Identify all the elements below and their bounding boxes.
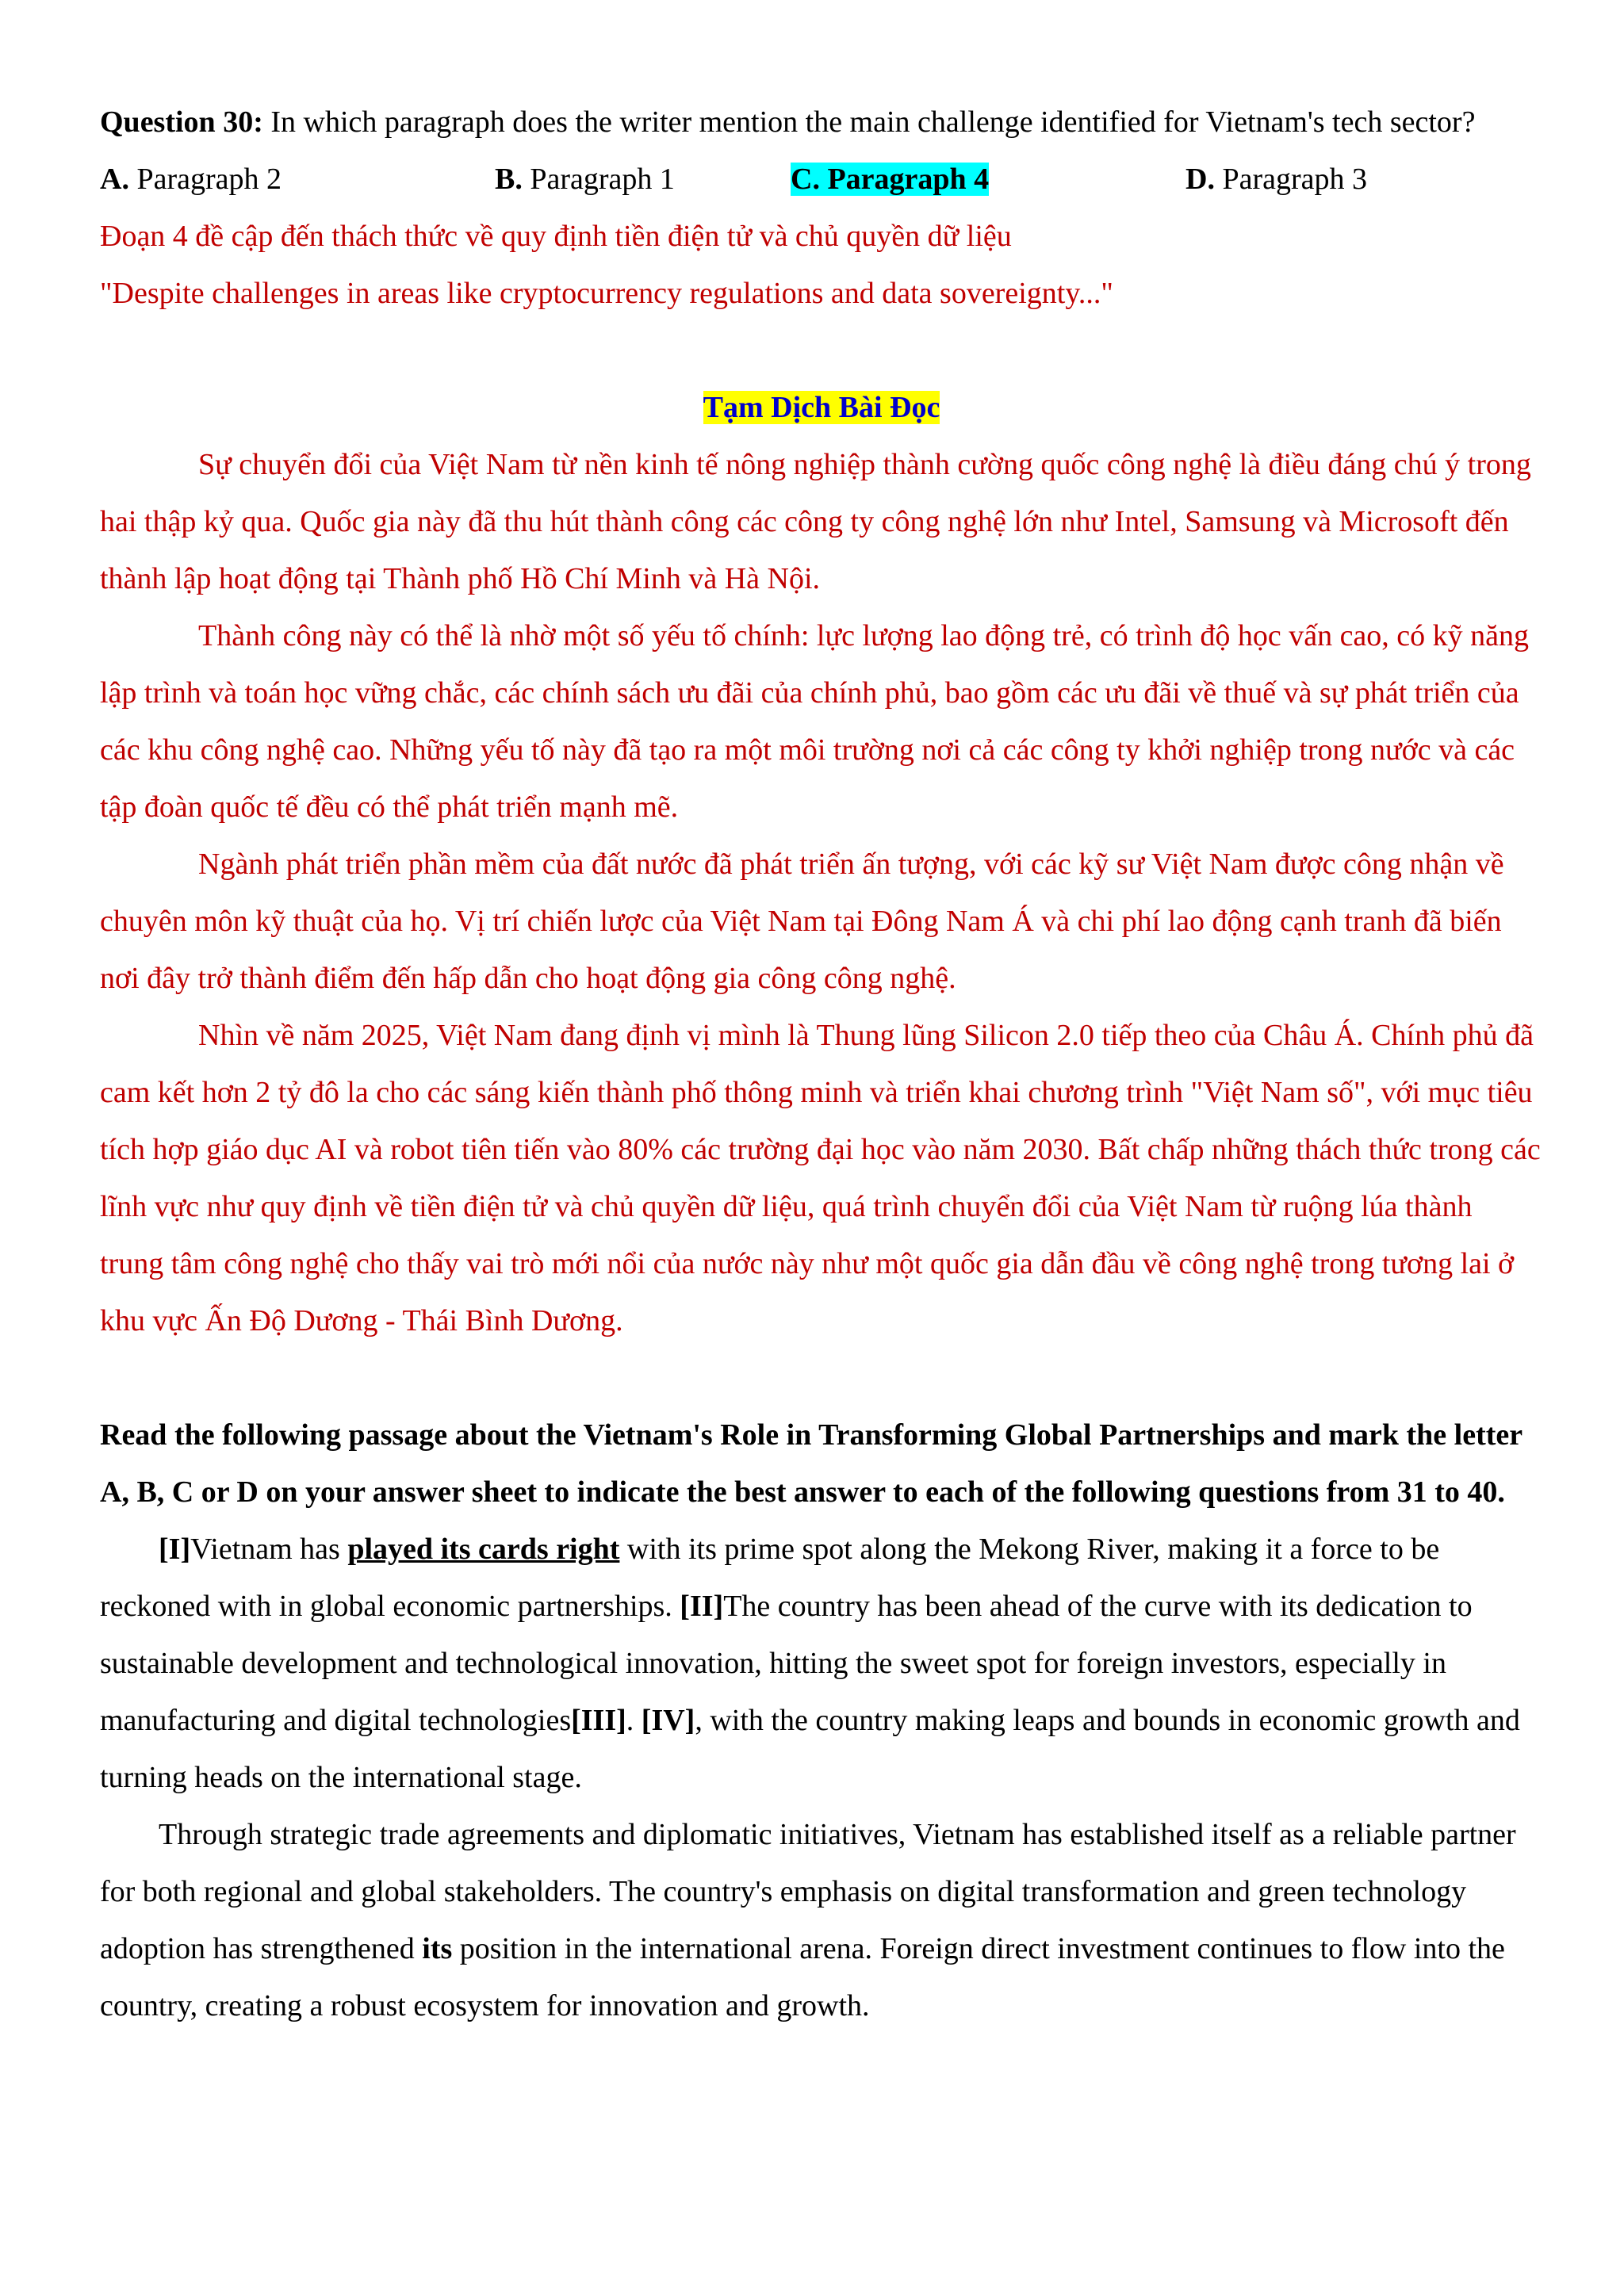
instruction: Read the following passage about the Vietnam's Role in Transforming Global Partnerships and mark the letter A, B, C or D on your answer sheet to indicate the best answer to each of the following questions from 31 to 40. [100,1418,1522,1509]
question-30 [100,94,1543,151]
translation-paragraph: Ngành phát triển phần mềm của đất nước đã phát triển ấn tượng, với các kỹ sư Việt Nam được công nhận về chuyên môn kỹ thuật của họ. Vị trí chiến lược của Việt Nam tại Đông Nam Á và chi phí lao động cạnh tranh đã biến nơi đây trở thành điểm đến hấp dẫn cho hoạt động gia công công nghệ. [100,848,1504,995]
option-b: B. Paragraph 1 [495,163,675,196]
explanation-quote: "Despite challenges in areas like cryptocurrency regulations and data sovereignty..." [100,277,1113,310]
option-c-correct: C. Paragraph 4 [791,163,990,196]
marker-iii: [III] [571,1704,626,1737]
marker-iv: [IV] [641,1704,695,1737]
underlined-phrase: played its cards right [347,1533,620,1566]
translation-paragraph: Nhìn về năm 2025, Việt Nam đang định vị mình là Thung lũng Silicon 2.0 tiếp theo của Châu Á. Chính phủ đã cam kết hơn 2 tỷ đô la cho các sáng kiến thành phố thông minh và triển khai chương trình "Việt Nam số", với mục tiêu tích hợp giáo dục AI và robot tiên tiến vào 80% các trường đại học vào năm 2030. Bất chấp những thách thức trong các lĩnh vực như quy định về tiền điện tử và chủ quyền dữ liệu, quá trình chuyển đổi của Việt Nam từ ruộng lúa thành trung tâm công nghệ cho thấy vai trò mới nổi của nước này như một quốc gia dẫn đầu về công nghệ trong tương lai ở khu vực Ấn Độ Dương - Thái Bình Dương. [100,1019,1541,1337]
translation-paragraph: Sự chuyển đổi của Việt Nam từ nền kinh tế nông nghiệp thành cường quốc công nghệ là điều đáng chú ý trong hai thập kỷ qua. Quốc gia này đã thu hút thành công các công ty công nghệ lớn như Intel, Samsung và Microsoft đến thành lập hoạt động tại Thành phố Hồ Chí Minh và Hà Nội. [100,448,1531,595]
explanation-vi: Đoạn 4 đề cập đến thách thức về quy định tiền điện tử và chủ quyền dữ liệu [100,220,1012,253]
question-label: Question 30: [100,105,263,139]
translation-paragraph: Thành công này có thể là nhờ một số yếu tố chính: lực lượng lao động trẻ, có trình độ học vấn cao, có kỹ năng lập trình và toán học vững chắc, các chính sách ưu đãi của chính phủ, bao gồm các ưu đãi về thuế và sự phát triển của các khu công nghệ cao. Những yếu tố này đã tạo ra một môi trường nơi cả các công ty khởi nghiệp trong nước và các tập đoàn quốc tế đều có thể phát triển mạnh mẽ. [100,619,1530,824]
option-d: D. Paragraph 3 [1185,163,1367,196]
document-page [100,94,1543,2034]
answer-options [100,151,1543,208]
question-text: In which paragraph does the writer mention the main challenge identified for Vietnam's tech sector? [262,105,1476,139]
bold-its: its [422,1932,453,1965]
marker-i: [I] [159,1533,191,1566]
translation-title: Tạm Dịch Bài Đọc [703,391,940,424]
marker-ii: [II] [680,1590,724,1623]
passage-paragraph-1: [I]Vietnam has played its cards right with its prime spot along the Mekong River, making it a force to be reckoned with in global economic partnerships. [II]The country has been ahead of the curve with its dedication to sustainable development and technological innovation, hitting the sweet spot for foreign investors, especially in manufacturing and digital technologies[III]. [IV], with the country making leaps and bounds in economic growth and turning heads on the international stage. [100,1533,1520,1794]
passage-paragraph-2: Through strategic trade agreements and diplomatic initiatives, Vietnam has established itself as a reliable partner for both regional and global stakeholders. The country's emphasis on digital transformation and green technology adoption has strengthened its position in the international arena. Foreign direct investment continues to flow into the country, creating a robust ecosystem for innovation and growth. [100,1818,1516,2022]
option-a: A. Paragraph 2 [100,163,282,196]
